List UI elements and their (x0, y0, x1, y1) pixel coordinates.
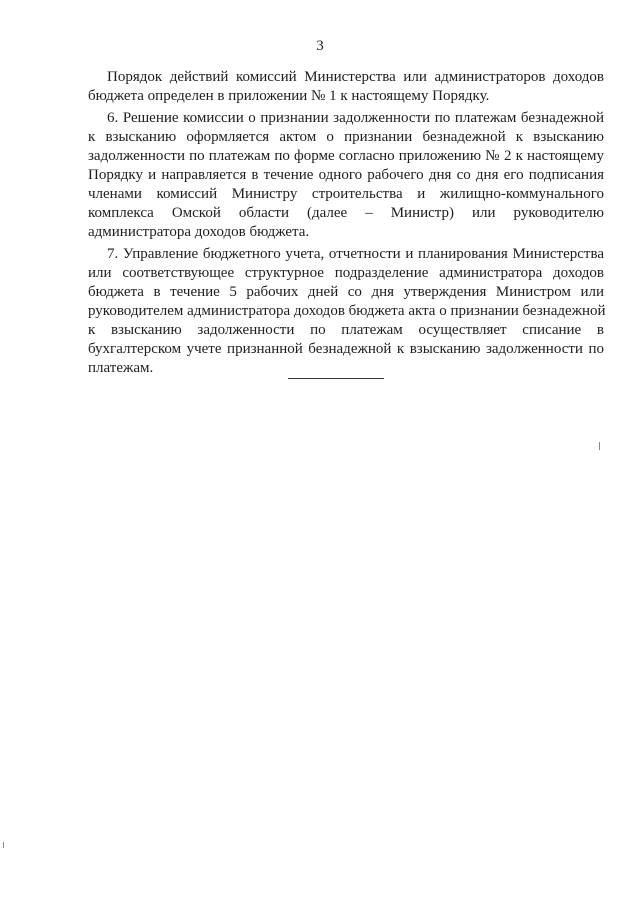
text-line: 7. Управление бюджетного учета, отчетности и планирования Министерства (107, 246, 604, 262)
text-line: членами комиссий Министру строительства и жилищно-коммунального (88, 186, 604, 202)
text-line: к взысканию задолженности по платежам осуществляет списание в (88, 322, 604, 338)
scan-artifact-mark (3, 842, 4, 848)
text-line: комплекса Омской области (далее – Министр) или руководителю (88, 205, 604, 221)
text-line: бухгалтерском учете признанной безнадежной к взысканию задолженности по (88, 341, 604, 357)
text-line: бюджета в течение 5 рабочих дней со дня утверждения Министром или (88, 284, 604, 300)
paragraph-item-7 (88, 245, 604, 378)
text-line: 6. Решение комиссии о признании задолженности по платежам безнадежной (107, 110, 604, 126)
text-line: или соответствующее структурное подразделение администратора доходов (88, 265, 604, 281)
text-line: руководителем администратора доходов бюджета акта о признании безнадежной (88, 303, 606, 319)
text-line: администратора доходов бюджета. (88, 224, 310, 240)
text-line: платежам. (88, 360, 154, 376)
text-line: Порядку и направляется в течение одного рабочего дня со дня его подписания (88, 167, 604, 183)
end-separator-line (288, 378, 384, 379)
paragraph-order-of-actions (88, 68, 604, 106)
text-line: к взысканию оформляется актом о признании безнадежной к взысканию (88, 129, 604, 145)
document-body (88, 68, 604, 381)
text-line: задолженности по платежам по форме согласно приложению № 2 к настоящему (88, 148, 604, 164)
text-line: Порядок действий комиссий Министерства или администраторов доходов (107, 69, 604, 85)
paragraph-item-6 (88, 109, 604, 242)
page-number: 3 (316, 38, 324, 54)
text-line: бюджета определен в приложении № 1 к настоящему Порядку. (88, 88, 490, 104)
scan-artifact-mark (599, 442, 600, 450)
